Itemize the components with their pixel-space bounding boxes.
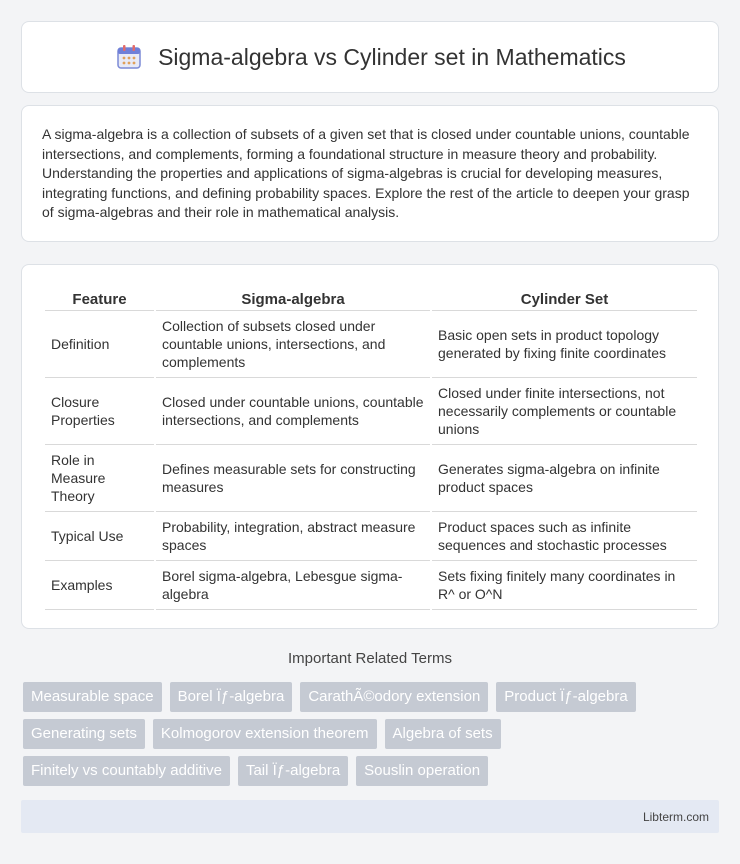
tag-row bbox=[23, 719, 723, 749]
table-row bbox=[45, 311, 697, 378]
related-term-tag[interactable]: Algebra of sets bbox=[385, 719, 501, 749]
tag-row bbox=[23, 682, 723, 712]
header-sigma-algebra: Sigma-algebra bbox=[156, 285, 430, 311]
table-row bbox=[45, 512, 697, 561]
related-terms bbox=[23, 682, 723, 793]
cylinder-cell: Closed under finite intersections, not necessarily complements or countable unions bbox=[432, 378, 697, 445]
feature-cell: Examples bbox=[45, 561, 154, 610]
cylinder-cell: Basic open sets in product topology generated by fixing finite coordinates bbox=[432, 311, 697, 378]
intro-card bbox=[21, 105, 719, 242]
table-row bbox=[45, 445, 697, 512]
sigma-cell: Collection of subsets closed under countable unions, intersections, and complements bbox=[156, 311, 430, 378]
feature-cell: Role in Measure Theory bbox=[45, 445, 154, 512]
related-term-tag[interactable]: Product Ïƒ-algebra bbox=[496, 682, 635, 712]
title-group bbox=[114, 42, 626, 72]
related-term-tag[interactable]: Measurable space bbox=[23, 682, 162, 712]
footer-site-link[interactable]: Libterm.com bbox=[642, 809, 709, 824]
comparison-table bbox=[43, 285, 699, 610]
footer bbox=[21, 800, 719, 833]
table-row bbox=[45, 378, 697, 445]
cylinder-cell: Product spaces such as infinite sequences and stochastic processes bbox=[432, 512, 697, 561]
calendar-icon bbox=[114, 42, 144, 72]
related-term-tag[interactable]: Tail Ïƒ-algebra bbox=[238, 756, 348, 786]
related-term-tag[interactable]: Kolmogorov extension theorem bbox=[153, 719, 377, 749]
sigma-cell: Probability, integration, abstract measure spaces bbox=[156, 512, 430, 561]
sigma-cell: Closed under countable unions, countable intersections, and complements bbox=[156, 378, 430, 445]
feature-cell: Typical Use bbox=[45, 512, 154, 561]
table-row bbox=[45, 561, 697, 610]
related-terms-heading: Important Related Terms bbox=[288, 650, 452, 667]
comparison-card bbox=[21, 264, 719, 629]
tag-row bbox=[23, 756, 723, 786]
header-feature: Feature bbox=[45, 285, 154, 311]
related-term-tag[interactable]: Finitely vs countably additive bbox=[23, 756, 230, 786]
related-term-tag[interactable]: CarathÃ©odory extension bbox=[300, 682, 488, 712]
feature-cell: Closure Properties bbox=[45, 378, 154, 445]
related-term-tag[interactable]: Generating sets bbox=[23, 719, 145, 749]
related-term-tag[interactable]: Souslin operation bbox=[356, 756, 488, 786]
table-header-row bbox=[45, 285, 697, 311]
cylinder-cell: Generates sigma-algebra on infinite product spaces bbox=[432, 445, 697, 512]
feature-cell: Definition bbox=[45, 311, 154, 378]
title-card bbox=[21, 21, 719, 93]
intro-paragraph: A sigma-algebra is a collection of subsets of a given set that is closed under countable unions, countable intersections, and complements, forming a foundational structure in measure theory and probability. Understanding the properties and applications of sigma-algebras is crucial for developing measures, integrating functions, and defining probability spaces. Explore the rest of the article to deepen your grasp of sigma-algebras and their role in mathematical analysis. bbox=[42, 126, 690, 221]
sigma-cell: Defines measurable sets for constructing measures bbox=[156, 445, 430, 512]
header-cylinder-set: Cylinder Set bbox=[432, 285, 697, 311]
page-title: Sigma-algebra vs Cylinder set in Mathematics bbox=[158, 43, 626, 70]
sigma-cell: Borel sigma-algebra, Lebesgue sigma-algebra bbox=[156, 561, 430, 610]
cylinder-cell: Sets fixing finitely many coordinates in R^ or O^N bbox=[432, 561, 697, 610]
related-term-tag[interactable]: Borel Ïƒ-algebra bbox=[170, 682, 293, 712]
